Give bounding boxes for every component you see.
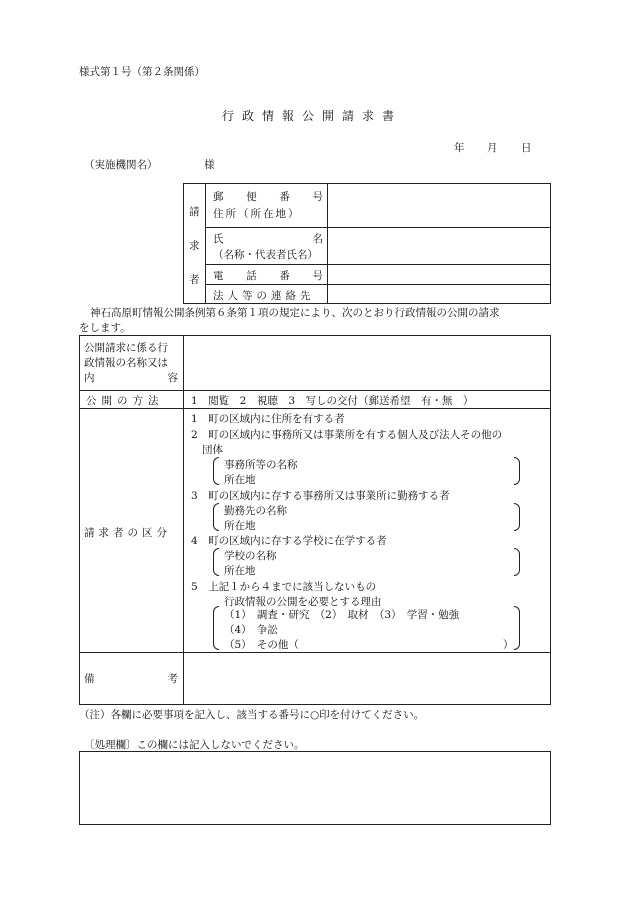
content-label-2: 政情報の名称又は — [84, 357, 168, 369]
category-3-name: 勤務先の名称 — [224, 505, 287, 517]
content-label-3: 内 容 — [84, 372, 178, 384]
note: （注）各欄に必要事項を記入し、該当する番号に○印を付けてください。 — [79, 709, 425, 721]
form-number: 様式第１号（第２条関係） — [79, 66, 205, 78]
corp-contact-label: 法人等の連絡先 — [213, 290, 315, 302]
page-title: 行政情報公開請求書 — [222, 109, 403, 123]
remarks-label: 備 考 — [84, 673, 178, 685]
addressee-label: （実施機関名） — [84, 159, 158, 171]
category-label: 請求者の区分 — [84, 527, 171, 539]
category-4: 4 町の区域内に存する学校に在学する者 — [191, 535, 387, 547]
category-5-reason-3-close: ） — [503, 639, 514, 651]
category-5-reason-3: （5） その他（ — [224, 639, 299, 651]
processing-label: 〔処理欄〕この欄には記入しないでください。 — [84, 739, 305, 751]
processing-box — [79, 751, 551, 825]
requester-side-2: 求 — [189, 240, 200, 252]
requester-side-3: 者 — [189, 274, 200, 286]
category-5-reason-1: （1） 調査・研究 （2） 取材 （3） 学習・勉強 — [224, 609, 460, 621]
addressee-honorific: 様 — [204, 159, 215, 171]
phone-label: 電 話 番 号 — [213, 270, 323, 282]
category-1: 1 町の区域内に住所を有する者 — [191, 413, 345, 425]
category-5-reason-2: （4） 争訟 — [224, 624, 278, 636]
category-4-name: 学校の名称 — [224, 550, 277, 562]
requester-side-1: 請 — [189, 206, 200, 218]
category-5-reason: 行政情報の公開を必要とする理由 — [224, 596, 382, 608]
category-4-location: 所在地 — [224, 565, 256, 577]
method-value: 1 閲覧 2 視聴 3 写しの交付（郵送希望 有・無 ） — [191, 395, 474, 407]
date-year: 年 — [454, 142, 465, 154]
address-label: 住所（所在地） — [213, 208, 301, 220]
date-day: 日 — [521, 142, 532, 154]
name-label: 氏 名 — [213, 233, 323, 245]
category-2b: 団体 — [202, 444, 223, 456]
content-label-1: 公開請求に係る行 — [84, 342, 168, 354]
category-2a: 2 町の区域内に事務所又は事業所を有する個人及び法人その他の — [191, 429, 503, 441]
category-2-name: 事務所等の名称 — [224, 459, 298, 471]
intro-line-1: 神石高原町情報公開条例第６条第１項の規定により、次のとおり行政情報の公開の請求 — [90, 307, 500, 319]
date-month: 月 — [487, 142, 498, 154]
category-3: 3 町の区域内に存する事務所又は事業所に勤務する者 — [191, 490, 450, 502]
method-label: 公開の方法 — [86, 395, 164, 407]
intro-line-2: をします。 — [79, 322, 131, 334]
postal-label: 郵 便 番 号 — [213, 191, 323, 203]
name-sublabel: （名称・代表者氏名） — [213, 249, 318, 261]
category-2-location: 所在地 — [224, 474, 256, 486]
category-5: 5 上記１から４までに該当しないもの — [191, 581, 377, 593]
category-3-location: 所在地 — [224, 520, 256, 532]
